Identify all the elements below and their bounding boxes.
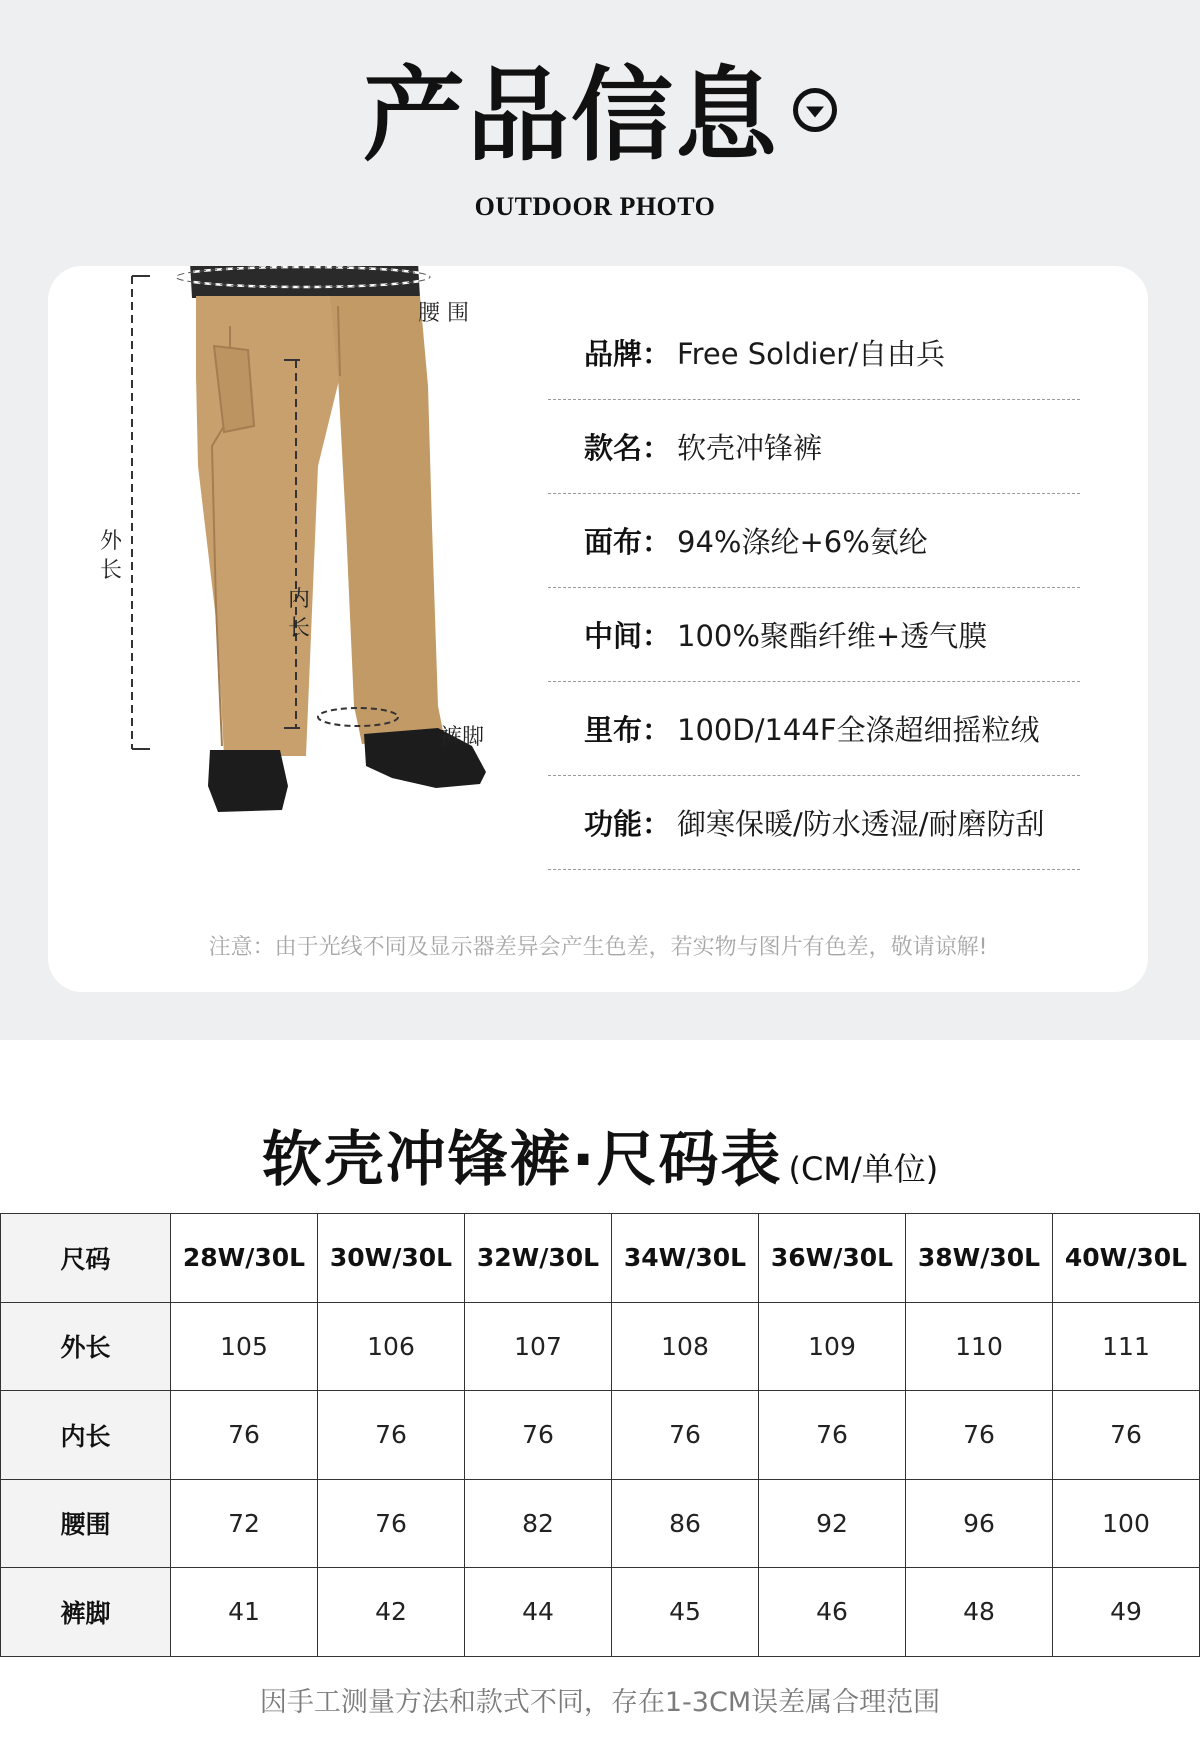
table-header-cell: 32W/30L [465, 1214, 612, 1303]
table-cell: 76 [318, 1479, 465, 1568]
table-cell: 86 [612, 1479, 759, 1568]
inner-length-label: 内长 [287, 587, 310, 641]
spec-value: 御寒保暖/防水透湿/耐磨防刮 [677, 807, 1045, 841]
spec-key: 中间： [584, 619, 672, 653]
table-cell: 41 [171, 1568, 318, 1657]
table-row [1, 1568, 1200, 1657]
table-header-cell: 34W/30L [612, 1214, 759, 1303]
left-shoe [208, 750, 288, 812]
product-info-card [48, 266, 1148, 992]
table-cell: 76 [318, 1391, 465, 1480]
table-cell: 45 [612, 1568, 759, 1657]
spec-row [548, 400, 1080, 494]
size-chart-title-main: 软壳冲锋裤·尺码表 [261, 1125, 783, 1195]
table-row [1, 1479, 1200, 1568]
spec-row [548, 306, 1080, 400]
table-header-cell: 36W/30L [759, 1214, 906, 1303]
color-note: 注意：由于光线不同及显示器差异会产生色差，若实物与图片有色差，敬请谅解! [208, 935, 988, 960]
size-chart-title [0, 1112, 1200, 1198]
outer-length-label: 外长 [99, 529, 122, 583]
chevron-down-circle-icon [793, 88, 837, 132]
table-cell: 100 [1053, 1479, 1200, 1568]
pants-figure [48, 266, 568, 926]
table-cell: 76 [759, 1391, 906, 1480]
table-cell: 105 [171, 1302, 318, 1391]
table-cell: 107 [465, 1302, 612, 1391]
table-cell: 76 [465, 1391, 612, 1480]
table-header-cell: 尺码 [1, 1214, 171, 1303]
table-cell: 106 [318, 1302, 465, 1391]
table-header-row [1, 1214, 1200, 1303]
spec-key: 款名： [584, 431, 672, 465]
cuff-label: 裤脚 [440, 725, 485, 750]
table-header-cell: 30W/30L [318, 1214, 465, 1303]
table-cell: 49 [1053, 1568, 1200, 1657]
spec-value: 软壳冲锋裤 [677, 431, 823, 465]
page-title-wrap [0, 56, 1200, 176]
table-cell: 76 [171, 1391, 318, 1480]
spec-row [548, 682, 1080, 776]
spec-value: 100%聚酯纤维+透气膜 [677, 619, 988, 653]
spec-list [548, 306, 1080, 870]
spec-key: 里布： [584, 713, 672, 747]
size-chart-unit: (CM/单位) [788, 1150, 939, 1188]
table-header-cell: 40W/30L [1053, 1214, 1200, 1303]
table-cell: 108 [612, 1302, 759, 1391]
spec-row [548, 494, 1080, 588]
table-cell: 48 [906, 1568, 1053, 1657]
table-cell: 82 [465, 1479, 612, 1568]
table-cell: 46 [759, 1568, 906, 1657]
page-title: 产品信息 [363, 56, 779, 176]
jacket-shape [190, 266, 420, 298]
table-cell: 96 [906, 1479, 1053, 1568]
table-row [1, 1391, 1200, 1480]
table-row-label: 腰围 [1, 1479, 171, 1568]
table-cell: 92 [759, 1479, 906, 1568]
size-table [0, 1213, 1200, 1657]
table-cell: 110 [906, 1302, 1053, 1391]
table-header-cell: 28W/30L [171, 1214, 318, 1303]
measurement-note: 因手工测量方法和款式不同，存在1-3CM误差属合理范围 [259, 1687, 941, 1718]
table-row-label: 外长 [1, 1302, 171, 1391]
table-cell: 111 [1053, 1302, 1200, 1391]
table-row-label: 裤脚 [1, 1568, 171, 1657]
table-header-cell: 38W/30L [906, 1214, 1053, 1303]
spec-key: 功能： [584, 807, 672, 841]
table-row [1, 1302, 1200, 1391]
table-cell: 44 [465, 1568, 612, 1657]
table-cell: 76 [612, 1391, 759, 1480]
spec-row [548, 588, 1080, 682]
spec-key: 面布： [584, 525, 672, 559]
table-row-label: 内长 [1, 1391, 171, 1480]
table-cell: 76 [906, 1391, 1053, 1480]
table-cell: 109 [759, 1302, 906, 1391]
table-cell: 76 [1053, 1391, 1200, 1480]
spec-value: 100D/144F全涤超细摇粒绒 [677, 713, 1040, 747]
pants-right-leg [330, 296, 444, 744]
table-cell: 72 [171, 1479, 318, 1568]
spec-key: 品牌： [584, 337, 672, 371]
spec-value: 94%涤纶+6%氨纶 [677, 525, 928, 559]
spec-row [548, 776, 1080, 870]
table-cell: 42 [318, 1568, 465, 1657]
waist-label: 腰 围 [418, 301, 469, 326]
spec-value: Free Soldier/自由兵 [677, 337, 945, 371]
page-subtitle: OUTDOOR PHOTO [474, 192, 716, 221]
